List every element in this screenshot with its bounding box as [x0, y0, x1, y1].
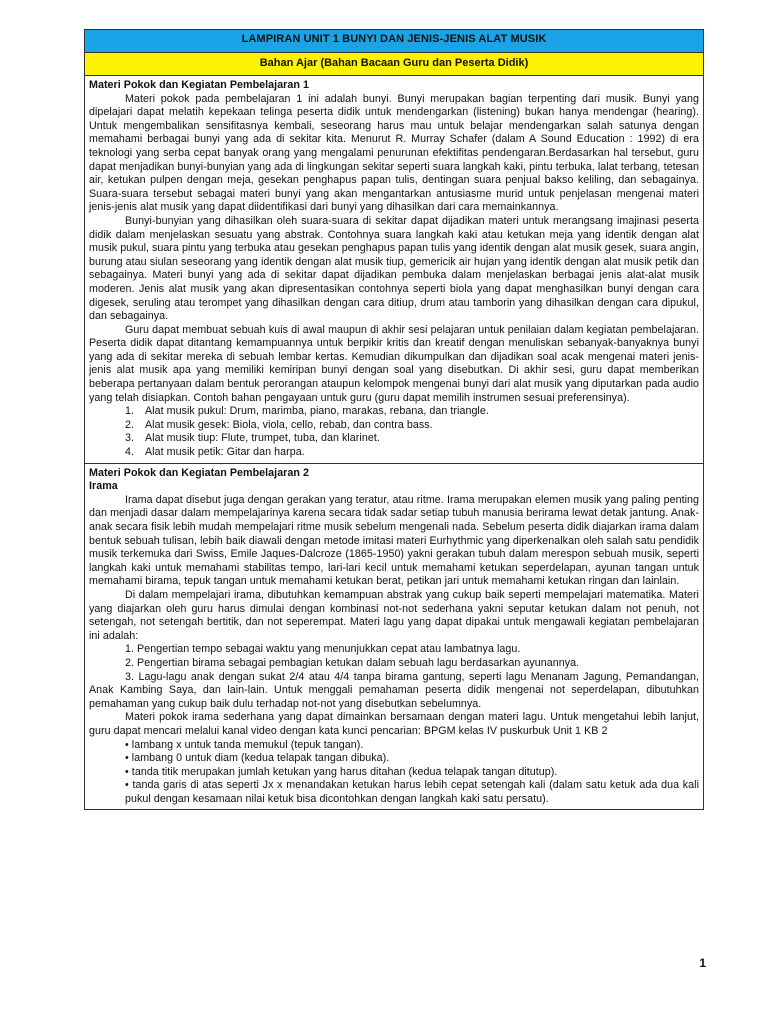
paragraph: Irama dapat disebut juga dengan gerakan yang teratur, atau ritme. Irama merupakan elemen musik yang paling penting dan menjadi dasar dalam mempelajarinya karena secara tidak sadar setiap tubuh manusia berirama lewat detak jantung. Anak-anak secara fisik lebih mudah mempelajari ritme musik sebelum mengenali nada. Sebelum peserta didik diajarkan irama dalam bentuk sebuah tulisan, lebih baik diawali dengan metode imitasi materi Eurhythmic yang diperkenalkan oleh salah satu pendidik musik terkemuka dari Swiss, Emile Jaques-Dalcroze (1865-1950) yakni gerakan tubuh dalam merespon sebuah musik, seperti langkah kaki untuk memahami stabilitas tempo, lari-lari kecil untuk memahami ketukan seperdelapan, ayunan tangan untuk memahami birama, tepuk tangan untuk memahami ketukan berat, petikan jari untuk memahami ketukan ringan dan lainlain.: [89, 493, 699, 588]
section-lesson-2: [85, 463, 703, 810]
bullet-item: • lambang x untuk tanda memukul (tepuk tangan).: [125, 738, 364, 751]
list-number: 3.: [125, 432, 135, 445]
document-subtitle: Bahan Ajar (Bahan Bacaan Guru dan Peserta Didik): [85, 53, 703, 76]
section-title: Materi Pokok dan Kegiatan Pembelajaran 2: [89, 466, 309, 479]
paragraph: Materi pokok pada pembelajaran 1 ini adalah bunyi. Bunyi merupakan bagian terpenting dari musik. Bunyi yang dipelajari dapat melatih kepekaan telinga peserta didik untuk mendengarkan (listening) bukan hanya mendengar (hearing). Untuk mengembalikan sensifitasnya kembali, seseorang harus mau untuk belajar mendengarkan salah satunya dengan memahami berbagai bunyi yang ada di sekitar kita. Menurut R. Murray Schafer (dalam A Sound Education : 1992) di era teknologi yang serba cepat banyak orang yang mengalami penurunan efektifitas pendengaran.Berdasarkan hal tersebut, guru dapat menjadikan bunyi-bunyian yang ada di lingkungan sekitar seperti suara langkah kaki, pintu terbuka, lalat terbang, tetesan air, ketukan pulpen dengan meja, gesekan penghapus papan tulis, dentingan suara penjual bakso keliling, dan sebagainya. Suara-suara tersebut sebagai materi bunyi yang akan mengantarkan antusiasme murid untuk penjelasan mengenai materi jenis-jenis alat musik yang dapat diidentifikasi dari bunyi yang dihasilkan dari cara memainkannya.: [89, 92, 699, 214]
numbered-item: 3. Lagu-lagu anak dengan sukat 2/4 atau 4/4 tanpa birama gantung, seperti lagu Menanam Jagung, Pemandangan, Anak Kambing Saya, dan lain-lain. Untuk menggali pemahaman peserta didik mengenai not seperdelapan, dibutuhkan pemahaman yang cukup baik dulu terhadap not-not yang disebutkan sebelumnya.: [89, 670, 699, 710]
list-number: 1.: [125, 405, 135, 418]
bullet-item: • lambang 0 untuk diam (kedua telapak tangan dibuka).: [125, 752, 390, 765]
numbered-item: 2. Pengertian birama sebagai pembagian ketukan dalam sebuah lagu berdasarkan ayunannya.: [125, 656, 580, 669]
bullet-list: [89, 739, 699, 807]
list-item: [125, 419, 699, 433]
document-title: LAMPIRAN UNIT 1 BUNYI DAN JENIS-JENIS ALAT MUSIK: [85, 30, 703, 53]
bullet-item: • tanda garis di atas seperti Jx x menandakan ketukan harus lebih cepat setengah kali (dalam satu ketuk ada dua kali pukul dengan kesamaan nilai ketuk bisa dicontohkan dengan langkah kaki satu persatu).: [125, 779, 699, 805]
list-number: 2.: [125, 418, 135, 431]
paragraph: Di dalam mempelajari irama, dibutuhkan kemampuan abstrak yang cukup baik seperti mempelajari matematika. Materi yang diajarkan oleh guru harus dimulai dengan kombinasi not-not sederhana yakni seputar ketukan dalam not penuh, not setengah, not setengah bertitik, dan not seperempat. Materi lagu yang dapat dipakai untuk mengawali kegiatan pembelajaran ini adalah:: [89, 588, 699, 642]
section-subtitle: Irama: [89, 480, 118, 493]
list-text: Alat musik tiup: Flute, trumpet, tuba, dan klarinet.: [145, 432, 380, 445]
instrument-list: [89, 405, 699, 459]
list-item: [125, 405, 699, 419]
list-text: Alat musik pukul: Drum, marimba, piano, marakas, rebana, dan triangle.: [145, 405, 489, 418]
numbered-item: 1. Pengertian tempo sebagai waktu yang menunjukkan cepat atau lambatnya lagu.: [125, 643, 521, 656]
page-number: 1: [699, 956, 706, 970]
bullet-item: • tanda titik merupakan jumlah ketukan yang harus ditahan (kedua telapak tangan ditutup).: [125, 765, 558, 778]
section-lesson-1: [85, 76, 703, 463]
list-item: [125, 446, 699, 460]
paragraph: Bunyi-bunyian yang dihasilkan oleh suara-suara di sekitar dapat dijadikan materi untuk merangsang imajinasi peserta didik dalam menjelaskan sesuatu yang abstrak. Contohnya suara langkah kaki atau ketukan meja yang identik dengan alat musik pukul, suara pintu yang terbuka atau gesekan penghapus papan tulis yang identik dengan alat musik gesek, suara angin, burung atau siulan seseorang yang identik dengan alat musik tiup, gemericik air hujan yang identik dengan alat musik petik dan sebagainya. Materi bunyi yang ada di sekitar dapat dijadikan pembuka dalam menjelaskan berbagai jenis alat-alat musik moderen. Jenis alat musik yang akan dipresentasikan contohnya seperti biola yang dapat menghasilkan bunyi dengan cara digesek, seruling atau terompet yang dihasilkan dengan cara ditiup, drum atau tamborin yang dihasilkan dengan cara dipukul, dan sebagainya.: [89, 214, 699, 323]
paragraph: Materi pokok irama sederhana yang dapat dimainkan bersamaan dengan materi lagu. Untuk mengetahui lebih lanjut, guru dapat mencari melalui kanal video dengan kata kunci pencarian: BPGM kelas IV puskurbuk Unit 1 KB 2: [89, 711, 699, 737]
lesson-material-table: [84, 29, 704, 810]
list-text: Alat musik gesek: Biola, viola, cello, rebab, dan contra bass.: [145, 418, 433, 431]
section-title: Materi Pokok dan Kegiatan Pembelajaran 1: [89, 79, 309, 91]
list-text: Alat musik petik: Gitar dan harpa.: [145, 446, 305, 459]
paragraph: Guru dapat membuat sebuah kuis di awal maupun di akhir sesi pelajaran untuk penilaian dalam kegiatan pembelajaran. Peserta didik dapat ditantang kemampuannya untuk berpikir kritis dan kreatif dengan menuliskan sebanyak-banyaknya bunyi yang ada di sekitar mereka di sebuah lembar kertas. Kemudian dikumpulkan dan dijadikan soal acak mengenai materi jenis-jenis alat musik apa yang memiliki kemiripan bunyi dengan soal yang disebutkan. Di akhir sesi, guru dapat memberikan beberapa pertanyaan dalam bentuk perorangan ataupun kelompok mengenai bunyi dari alat musik yang diputarkan pada audio yang telah disiapkan. Contoh bahan pengayaan untuk guru (guru dapat memilih instrumen sesuai preferensinya).: [89, 323, 699, 404]
list-item: [125, 432, 699, 446]
list-number: 4.: [125, 446, 135, 459]
